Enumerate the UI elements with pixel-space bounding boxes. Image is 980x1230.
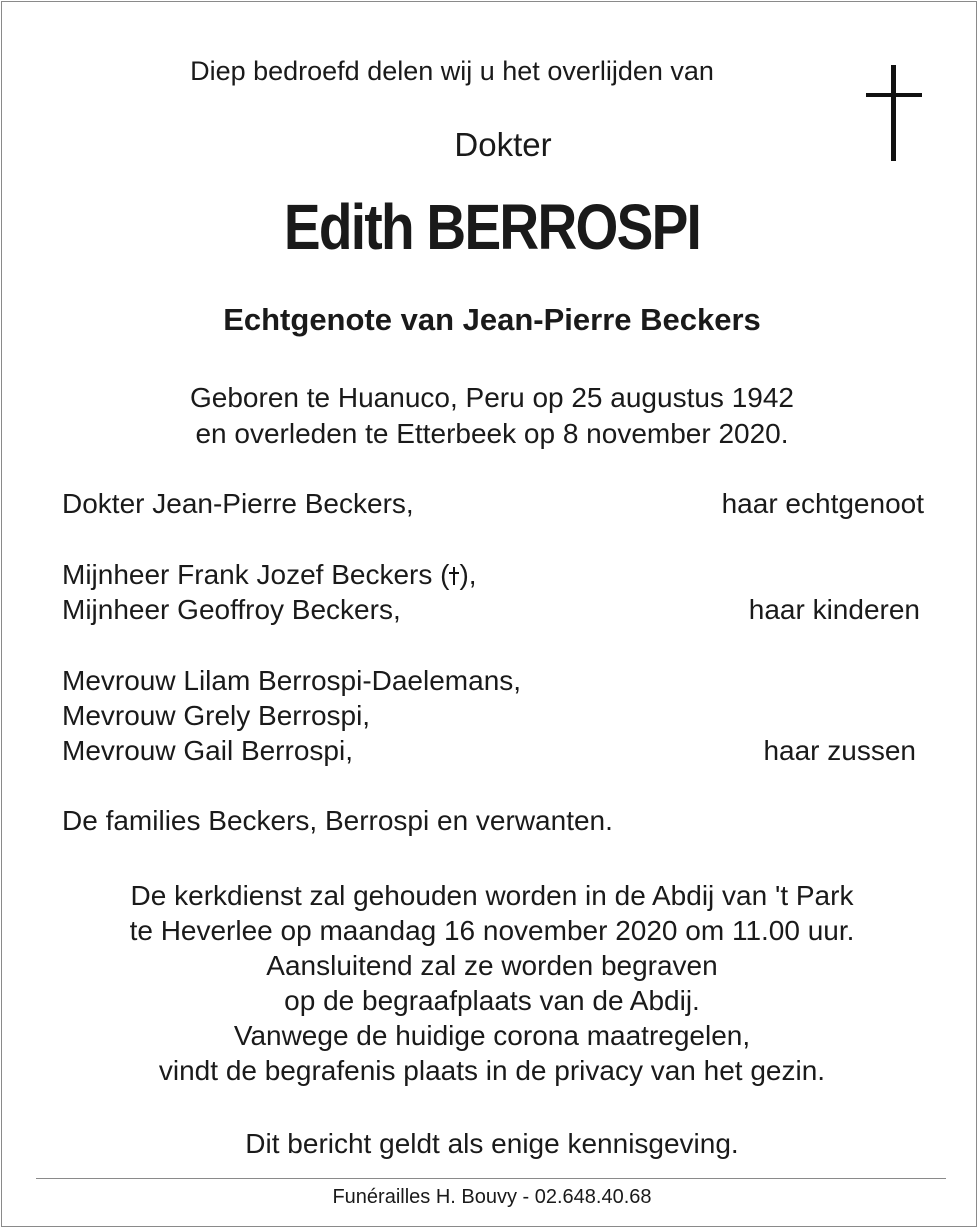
intro-text: Diep bedroefd delen wij u het overlijden van xyxy=(190,56,714,86)
child-2-name: Mijnheer Geoffroy Beckers, xyxy=(62,594,401,625)
deceased-cross-icon xyxy=(449,567,459,585)
service-line-3: Aansluitend zal ze worden begraven xyxy=(266,950,718,981)
died-line: en overleden te Etterbeek op 8 november 2020. xyxy=(195,418,789,449)
birth-death-block xyxy=(2,380,980,452)
husband-relation: haar echtgenoot xyxy=(721,488,924,519)
service-line-4: op de begraafplaats van de Abdij. xyxy=(284,985,700,1016)
closing-notice: Dit bericht geldt als enige kennisgeving. xyxy=(245,1128,739,1159)
children-relation: haar kinderen xyxy=(748,594,920,625)
service-block xyxy=(2,878,980,1088)
service-line-1: De kerkdienst zal gehouden worden in de Abdij van 't Park xyxy=(130,880,854,911)
sister-1-name: Mevrouw Lilam Berrospi-Daelemans, xyxy=(62,665,522,696)
spouse-line: Echtgenote van Jean-Pierre Beckers xyxy=(223,302,761,337)
footer-divider xyxy=(36,1178,946,1179)
sister-2-name: Mevrouw Grely Berrospi, xyxy=(62,700,371,731)
sister-3-name: Mevrouw Gail Berrospi, xyxy=(62,735,353,766)
service-line-6: vindt de begrafenis plaats in de privacy van het gezin. xyxy=(158,1055,826,1086)
deceased-name: Edith BERROSPI xyxy=(283,191,701,263)
born-line: Geboren te Huanuco, Peru op 25 augustus 1942 xyxy=(190,382,794,413)
child-1-name: Mijnheer Frank Jozef Beckers ( ), xyxy=(62,559,477,590)
husband-name: Dokter Jean-Pierre Beckers, xyxy=(62,488,414,519)
service-line-2: te Heverlee op maandag 16 november 2020 om 11.00 uur. xyxy=(129,915,855,946)
sisters-relation: haar zussen xyxy=(763,735,916,766)
death-notice-card xyxy=(1,1,977,1227)
families-text: De families Beckers, Berrospi en verwanten. xyxy=(62,805,613,836)
service-line-5: Vanwege de huidige corona maatregelen, xyxy=(233,1020,751,1051)
title-text: Dokter xyxy=(454,126,552,163)
funeral-home-footer: Funérailles H. Bouvy - 02.648.40.68 xyxy=(332,1186,652,1208)
